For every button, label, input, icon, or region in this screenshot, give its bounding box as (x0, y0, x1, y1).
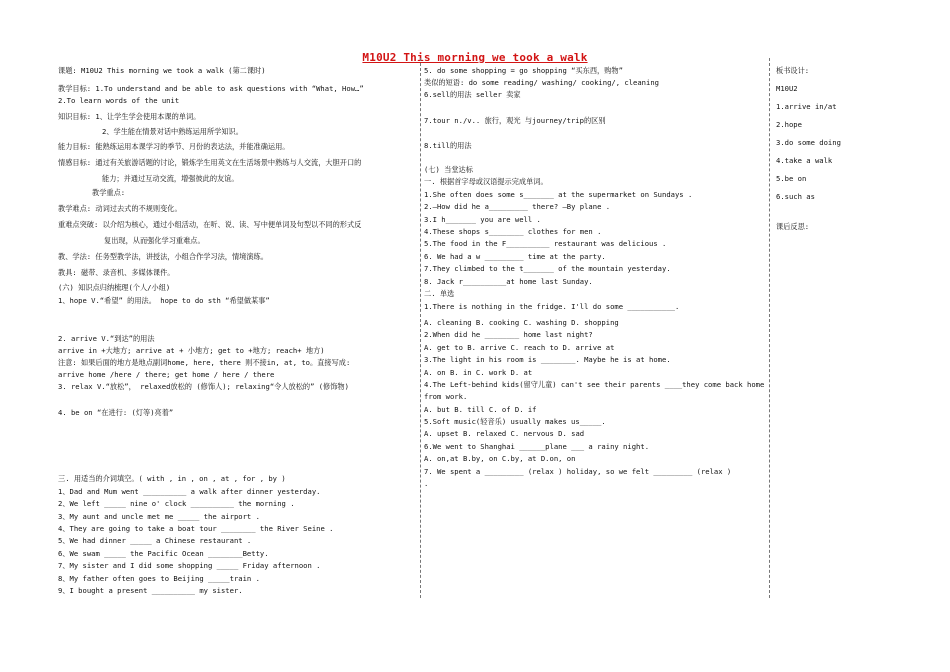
exercise-line: 8. Jack r__________at home last Sunday. (424, 277, 593, 286)
lesson-plan-line: 重难点突破: 以介绍为核心，通过小组活动，在听、说、读、写中便单词及句型以不同的形式反 (58, 220, 362, 229)
exercise-line: 5. do some shopping = go shopping “买东西，购物” (424, 66, 623, 75)
exercise-line: (七) 当堂达标 (424, 165, 473, 174)
lesson-plan-line: (六) 知识点归纳梳理(个人/小组) (58, 283, 171, 292)
exercise-line: A. on B. in C. work D. at (424, 368, 533, 377)
lesson-plan-line: 教学目标: 1.To understand and be able to ask questions with “What, How…” (58, 84, 364, 93)
lesson-plan-line: 3、My aunt and uncle met me _____ the airport . (58, 512, 260, 521)
lesson-plan-line: 9、I bought a present __________ my sister. (58, 586, 243, 595)
lesson-plan-line: arrive home /here / there; get home / here / there (58, 370, 275, 379)
exercise-line: from work. (424, 392, 468, 401)
board-design-line: 2.hope (776, 120, 802, 129)
exercise-line: 7.They climbed to the t_______ of the mountain yesterday. (424, 264, 671, 273)
board-design-line: 课后反思: (776, 222, 810, 231)
exercise-line: 4.The Left-behind kids(留守儿童) can't see their parents ____they come back home (424, 380, 765, 389)
lesson-plan-line: 教具: 磁带、录音机、多媒体课件。 (58, 268, 175, 277)
exercise-line: 2.—How did he a_________ there? —By plane . (424, 202, 611, 211)
lesson-plan-line: arrive in +大地方; arrive at + 小地方; get to +地方; reach+ 地方) (58, 346, 325, 355)
exercise-line: 8.till的用法 (424, 141, 472, 150)
lesson-plan-line: 6、We swam _____ the Pacific Ocean ________Betty. (58, 549, 269, 558)
board-design-line: M10U2 (776, 84, 798, 93)
lesson-plan-line: 知识目标: 1、让学生学会使用本课的单词。 (58, 112, 201, 121)
exercise-line: A. upset B. relaxed C. nervous D. sad (424, 429, 585, 438)
lesson-plan-line: 2. arrive V.“到达”的用法 (58, 334, 155, 343)
exercise-line: 3.I h_______ you are well . (424, 215, 541, 224)
lesson-plan-line: 情感目标: 通过有关旅游话题的讨论，锻炼学生用英文在生活场景中熟练与人交流，大胆开口的 (58, 158, 362, 167)
lesson-plan-line: 教学难点: 动词过去式的不规则变化。 (58, 204, 182, 213)
column-divider-right (769, 58, 770, 598)
document-title: M10U2 This morning we took a walk (362, 51, 588, 64)
lesson-plan-line: 复出现，从而强化学习重难点。 (104, 236, 205, 245)
exercise-line: 6. We had a w _________ time at the party. (424, 252, 606, 261)
exercise-line: 1.There is nothing in the fridge. I'll do some ___________. (424, 302, 680, 311)
exercise-line: 4.These shops s________ clothes for men . (424, 227, 602, 236)
exercise-line: A. but B. till C. of D. if (424, 405, 537, 414)
board-design-line: 3.do some doing (776, 138, 841, 147)
exercise-line: 类似的短语: do some reading/ washing/ cooking/, cleaning (424, 78, 659, 87)
exercise-line: 3.The light in his room is ________. Maybe he is at home. (424, 355, 671, 364)
lesson-plan-line: 能力；并通过互动交流，增强彼此的友谊。 (102, 174, 239, 183)
board-design-line: 板书设计: (776, 66, 810, 75)
lesson-plan-line: 教学重点: (92, 188, 126, 197)
lesson-plan-line: 三. 用适当的介词填空。( with , in , on , at , for , by ) (58, 474, 286, 483)
board-design-line: 1.arrive in/at (776, 102, 837, 111)
lesson-plan-line: 5、We had dinner _____ a Chinese restaurant . (58, 536, 252, 545)
exercise-line: A. cleaning B. cooking C. washing D. shopping (424, 318, 619, 327)
exercise-line: 6.sell的用法 seller 卖家 (424, 90, 521, 99)
lesson-plan-line: 3. relax V.“放松”， relaxed放松的 (修饰人); relaxing“令人放松的” (修饰物) (58, 382, 349, 391)
column-divider-left (420, 58, 421, 598)
board-design-line: 5.be on (776, 174, 807, 183)
lesson-plan-line: 教、学法: 任务型教学法，讲授法，小组合作学习法，情境演练。 (58, 252, 268, 261)
exercise-line: A. get to B. arrive C. reach to D. arrive at (424, 343, 615, 352)
board-design-line: 4.take a walk (776, 156, 833, 165)
exercise-line: 2.When did he ________ home last night? (424, 330, 593, 339)
lesson-plan-line: 7、My sister and I did some shopping _____ Friday afternoon . (58, 561, 321, 570)
exercise-line: 5.Soft music(轻音乐) usually makes us_____. (424, 417, 606, 426)
exercise-line: 6.We went to Shanghai ______plane ___ a rainy night. (424, 442, 650, 451)
board-design-line: 6.such as (776, 192, 815, 201)
lesson-plan-line: 4、They are going to take a boat tour ________ the River Seine . (58, 524, 334, 533)
exercise-line: 一. 根据首字母或汉语提示完成单词。 (424, 177, 548, 186)
exercise-line: 7.tour n./v.. 旅行，观光 与journey/trip的区别 (424, 116, 606, 125)
lesson-plan-line: 8、My father often goes to Beijing _____train . (58, 574, 260, 583)
exercise-line: 5.The food in the F__________ restaurant was delicious . (424, 239, 667, 248)
lesson-plan-line: 1、Dad and Mum went __________ a walk after dinner yesterday. (58, 487, 321, 496)
lesson-plan-line: 能力目标: 能熟练运用本课学习的季节、月份的表达法，并能准确运用。 (58, 142, 290, 151)
lesson-plan-line: 2、We left _____ nine o' clock __________ the morning . (58, 499, 295, 508)
exercise-line: 1.She often does some s_______ at the supermarket on Sundays . (424, 190, 693, 199)
lesson-plan-line: 课题: M10U2 This morning we took a walk (第二课时) (58, 66, 266, 75)
exercise-line: A. on,at B.by, on C.by, at D.on, on (424, 454, 576, 463)
lesson-plan-line: 注意: 如果后面的地方是地点副词home, here, there 则不接in, at, to。直接写成: (58, 358, 351, 367)
lesson-plan-line: 2、学生能在情景对话中熟练运用所学知识。 (102, 127, 243, 136)
exercise-line: . (424, 479, 429, 488)
exercise-line: 二. 单选 (424, 289, 455, 298)
exercise-line: 7. We spent a _________ (relax ) holiday, so we felt _________ (relax ) (424, 467, 732, 476)
lesson-plan-line: 4. be on “在进行: (灯等)亮着” (58, 408, 174, 417)
lesson-plan-line: 1、hope V.“希望” 的用法。 hope to do sth “希望做某事” (58, 296, 270, 305)
lesson-plan-line: 2.To learn words of the unit (58, 96, 180, 105)
